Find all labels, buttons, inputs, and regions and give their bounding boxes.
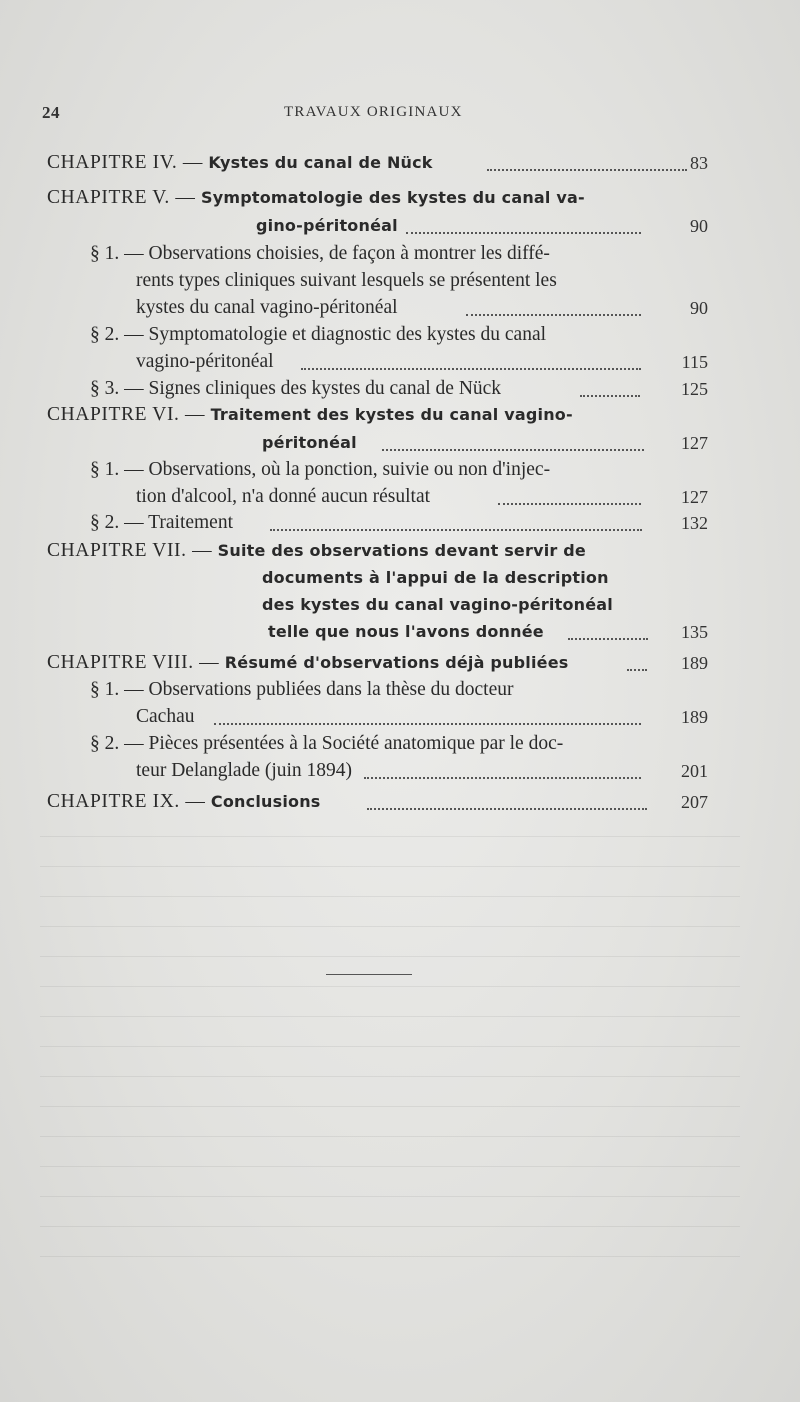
leader-dots <box>466 288 641 316</box>
toc-section-text: tion d'alcool, n'a donné aucun résultat <box>136 486 431 507</box>
toc-chapter-title-cont: telle que nous l'avons donnée <box>268 622 544 641</box>
toc-chapter-prefix: CHAPITRE VII. — <box>47 540 218 561</box>
toc-section-text: teur Delanglade (juin 1894) <box>136 760 353 781</box>
toc-chapter-prefix: CHAPITRE VI. — <box>47 404 211 425</box>
toc-section-line <box>136 349 274 375</box>
toc-page-number: 189 <box>681 707 708 727</box>
toc-chapter-title-cont: documents à l'appui de la description <box>262 568 609 587</box>
toc-chapter-title-cont <box>262 565 609 591</box>
toc-chapter-prefix: CHAPITRE IV. — <box>47 152 209 173</box>
toc-page-number: 90 <box>690 298 708 318</box>
toc-section-line <box>136 295 398 321</box>
toc-chapter-title-cont: gino-péritonéal <box>256 216 398 235</box>
toc-chapter-prefix: CHAPITRE V. — <box>47 187 201 208</box>
toc-section-line <box>90 510 233 536</box>
toc-entry-chapitre-v-cont <box>256 213 398 239</box>
toc-section-line <box>136 704 194 730</box>
toc-chapter-title: Kystes du canal de Nück <box>208 153 433 172</box>
running-title: TRAVAUX ORIGINAUX <box>284 104 463 120</box>
leader-dots <box>498 477 641 505</box>
closing-rule <box>326 974 412 975</box>
leader-dots <box>580 369 640 397</box>
toc-section-line: rents types cliniques suivant lesquels se présentent les <box>136 270 557 291</box>
toc-section-line <box>90 376 501 402</box>
leader-dots <box>406 206 641 234</box>
running-head <box>0 103 800 129</box>
toc-section-text: Cachau <box>136 706 195 727</box>
leader-dots <box>487 143 687 171</box>
page-number: 24 <box>42 103 60 122</box>
leader-dots <box>301 342 641 370</box>
toc-section-text: § 3. — Signes cliniques des kystes du canal de Nück <box>90 378 502 399</box>
leader-dots <box>382 423 644 451</box>
toc-chapter-title: Symptomatologie des kystes du canal va- <box>200 188 585 207</box>
toc-chapter-title: Traitement des kystes du canal vagino- <box>210 405 573 424</box>
toc-entry-chapitre-vii <box>47 538 586 564</box>
toc-chapter-title-cont: des kystes du canal vagino-péritonéal <box>262 595 613 614</box>
toc-section-text: § 2. — Traitement <box>90 512 234 533</box>
toc-chapter-title-cont <box>262 592 613 618</box>
toc-page-number: 189 <box>681 653 708 673</box>
toc-page-number: 127 <box>681 433 708 453</box>
toc-section-line <box>136 758 352 784</box>
toc-section-text: kystes du canal vagino-péritonéal <box>136 297 398 318</box>
toc-section-line: § 1. — Observations, où la ponction, suivie ou non d'injec- <box>90 459 551 480</box>
toc-section-line: § 2. — Pièces présentées à la Société anatomique par le doc- <box>90 733 564 754</box>
toc-chapter-title: Résumé d'observations déjà publiées <box>224 653 569 672</box>
toc-entry-chapitre-vi-cont <box>262 430 357 456</box>
toc-page-number: 90 <box>690 216 708 236</box>
toc-chapter-prefix: CHAPITRE VIII. — <box>47 652 225 673</box>
leader-dots <box>627 643 647 671</box>
toc-page-number: 207 <box>681 792 708 812</box>
bleed-through-texture <box>40 820 740 1260</box>
toc-page-number: 127 <box>681 487 708 507</box>
toc-page-number: 135 <box>681 622 708 642</box>
toc-entry-chapitre-iv <box>47 150 433 176</box>
toc-chapter-title-cont: péritonéal <box>262 433 357 452</box>
leader-dots <box>364 751 641 779</box>
toc-chapter-title: Conclusions <box>210 792 321 811</box>
leader-dots <box>568 612 648 640</box>
toc-page-number: 201 <box>681 761 708 781</box>
toc-page-number: 125 <box>681 379 708 399</box>
toc-page-number: 115 <box>681 352 708 372</box>
toc-entry-chapitre-ix <box>47 789 321 815</box>
toc-entry-chapitre-viii <box>47 650 568 676</box>
toc-page-number: 132 <box>681 513 708 533</box>
toc-chapter-title-cont <box>268 619 544 645</box>
toc-section-line: § 1. — Observations choisies, de façon à montrer les diffé- <box>90 243 550 264</box>
toc-section-line: § 2. — Symptomatologie et diagnostic des kystes du canal <box>90 324 547 345</box>
toc-page-number: 83 <box>690 153 708 173</box>
toc-section-line: § 1. — Observations publiées dans la thèse du docteur <box>90 679 514 700</box>
toc-chapter-prefix: CHAPITRE IX. — <box>47 791 211 812</box>
toc-chapter-title: Suite des observations devant servir de <box>217 541 586 560</box>
leader-dots <box>270 503 642 531</box>
leader-dots <box>214 697 641 725</box>
toc-section-text: vagino-péritonéal <box>136 351 274 372</box>
leader-dots <box>367 782 647 810</box>
